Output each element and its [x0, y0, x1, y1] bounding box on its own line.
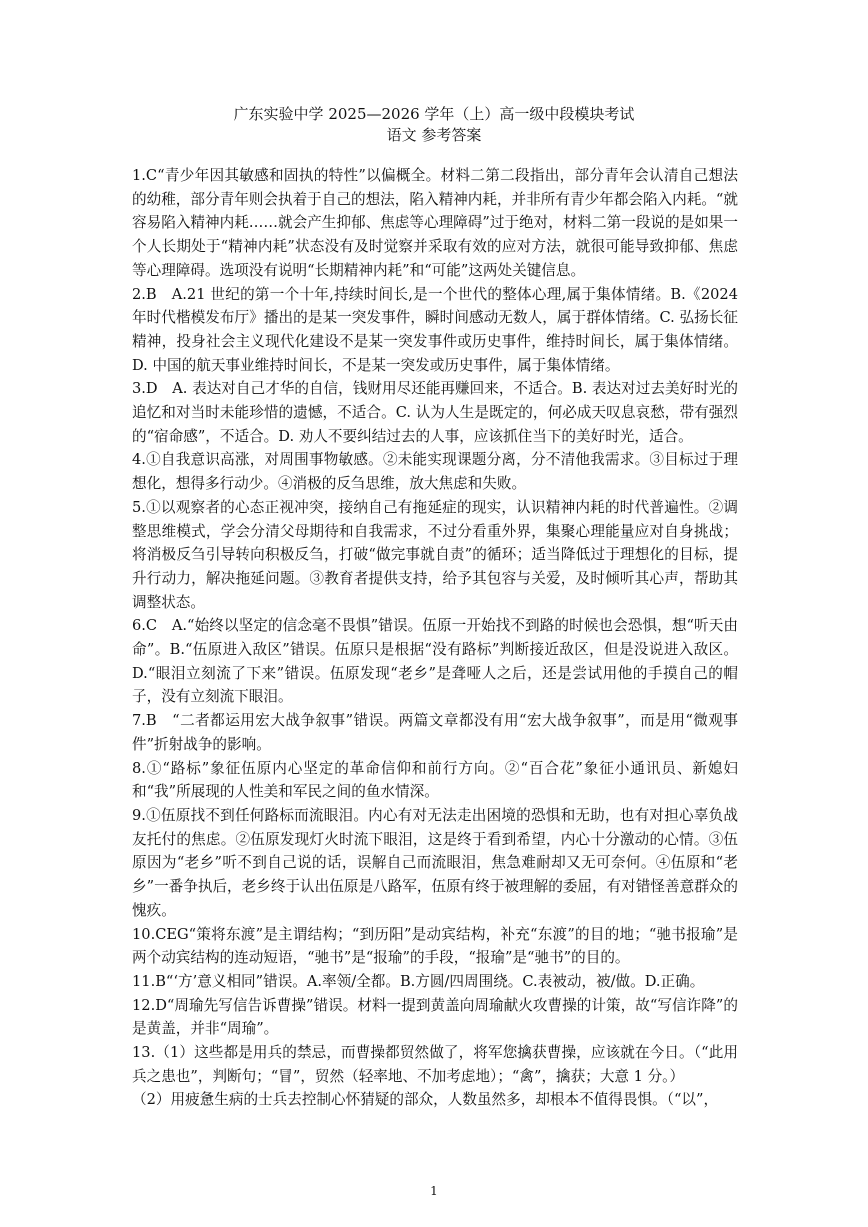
answer-12: 12.D“周瑜先写信告诉曹操”错误。材料一提到黄盖向周瑜献火攻曹操的计策，故“写信诈降”的是黄盖，并非“周瑜”。: [132, 996, 738, 1038]
exam-title: 广东实验中学 2025—2026 学年（上）高一级中段模块考试: [233, 105, 635, 123]
answer-6: 6.C A.“始终以坚定的信念毫不畏惧”错误。伍原一开始找不到路的时候也会恐惧，想“听天由命”。B.“伍原进入敌区”错误。伍原只是根据“没有路标”判断接近敌区，但是没说进入敌区。D.“眼泪立刻流了下来”错误。伍原发现“老乡”是聋哑人之后，还是尝试用他的手摸自己的帽子，没有立刻流下眼泪。: [132, 617, 738, 706]
answer-7: 7.B “二者都运用宏大战争叙事”错误。两篇文章都没有用“宏大战争叙事”，而是用“微观事件”折射战争的影响。: [132, 712, 738, 753]
answer-3: 3.D A. 表达对自己才华的自信，钱财用尽还能再赚回来，不适合。B. 表达对过去美好时光的追忆和对当时未能珍惜的遗憾，不适合。C. 认为人生是既定的，何必成天叹息哀愁，带有强烈的“宿命感”，不适合。D. 劝人不要纠结过去的人事，应该抓住当下的美好时光，适合。: [132, 380, 738, 445]
answer-10: 10.CEG“策将东渡”是主谓结构；“到历阳”是动宾结构，补充“东渡”的目的地；“驰书报瑜”是两个动宾结构的连动短语，“驰书”是“报瑜”的手段，“报瑜”是“驰书”的目的。: [132, 925, 738, 967]
answer-9: 9.①伍原找不到任何路标而流眼泪。内心有对无法走出困境的恐惧和无助，也有对担心辜负战友托付的焦虑。②伍原发现灯火时流下眼泪，这是终于看到希望，内心十分激动的心情。③伍原因为“老乡”听不到自己说的话，误解自己而流眼泪，焦急难耐却又无可奈何。④伍原和“老乡”一番争执后，老乡终于认出伍原是八路军，伍原有终于被理解的委屈，有对错怪善意群众的愧疚。: [132, 806, 738, 919]
exam-subtitle: 语文 参考答案: [386, 126, 482, 144]
answer-11: 11.B“‘方’意义相同”错误。A.率领/全都。B.方圆/四周围绕。C.表被动，被/做。D.正确。: [132, 972, 705, 990]
answer-13-1: 13.（1）这些都是用兵的禁忌，而曹操都贸然做了，将军您擒获曹操，应该就在今日。（“此用兵之患也”，判断句；“冒”，贸然（轻率地、不加考虑地）；“禽”，擒获；大意 1 分。）: [132, 1044, 738, 1085]
answer-body: [132, 164, 738, 1112]
answer-13-2: （2）用疲惫生病的士兵去控制心怀猜疑的部众，人数虽然多，却根本不值得畏惧。（“以”，: [132, 1091, 719, 1109]
answer-8: 8.①“路标”象征伍原内心坚定的革命信仰和前行方向。②“百合花”象征小通讯员、新媳妇和“我”所展现的人性美和军民之间的鱼水情深。: [132, 759, 738, 801]
answer-1: 1.C“青少年因其敏感和固执的特性”以偏概全。材料二第二段指出，部分青年会认清自己想法的幼稚，部分青年则会执着于自己的想法，陷入精神内耗，并非所有青少年都会陷入内耗。“就容易陷入精神内耗……就会产生抑郁、焦虑等心理障碍”过于绝对，材料二第一段说的是如果一个人长期处于“精神内耗”状态没有及时觉察并采取有效的应对方法，就很可能导致抑郁、焦虑等心理障碍。选项没有说明“长期精神内耗”和“可能”这两处关键信息。: [132, 167, 738, 279]
answer-5: 5.①以观察者的心态正视冲突，接纳自己有拖延症的现实，认识精神内耗的时代普遍性。②调整思维模式，学会分清父母期待和自我需求，不过分看重外界，集聚心理能量应对自身挑战；将消极反刍引导转向积极反刍，打破“做完事就自责”的循环；适当降低过于理想化的目标，提升行动力，解决拖延问题。③教育者提供支持，给予其包容与关爱，及时倾听其心声，帮助其调整状态。: [132, 498, 738, 611]
page-number: 1: [430, 1184, 438, 1198]
answer-2: 2.B A.21 世纪的第一个十年,持续时间长,是一个世代的整体心理,属于集体情绪。B.《2024年时代楷模发布厅》播出的是某一突发事件，瞬时间感动无数人，属于群体情绪。C. 弘扬长征精神，投身社会主义现代化建设不是某一突发事件或历史事件，维持时间长，属于集体情绪。D. 中国的航天事业维持时间长，不是某一突发或历史事件，属于集体情绪。: [132, 285, 738, 374]
document-header: [0, 104, 868, 146]
answer-4: 4.①自我意识高涨，对周围事物敏感。②未能实现课题分离，分不清他我需求。③目标过于理想化，想得多行动少。④消极的反刍思维，放大焦虑和失败。: [132, 451, 738, 493]
